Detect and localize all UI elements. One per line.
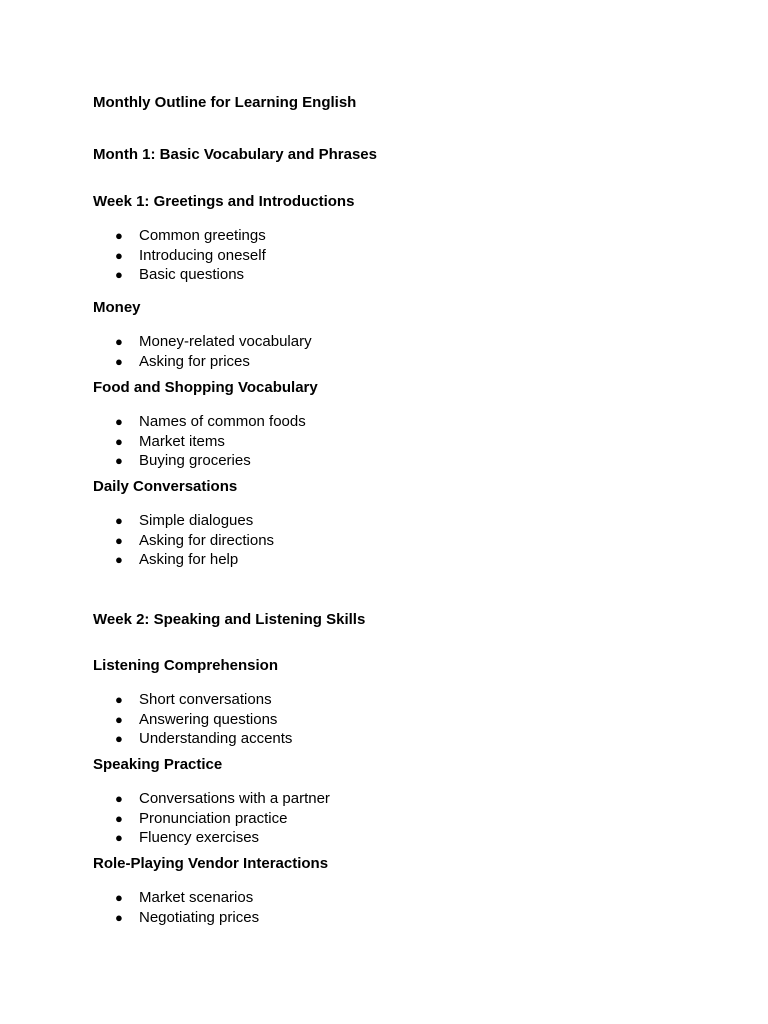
- list-item-text: Negotiating prices: [139, 908, 260, 926]
- section-heading-food-shopping: Food and Shopping Vocabulary: [93, 379, 318, 396]
- list-item-text: Pronunciation practice: [139, 809, 288, 827]
- bullet-icon: ●: [115, 692, 123, 707]
- list-item-text: Introducing oneself: [139, 246, 266, 264]
- section-heading-daily-conversations: Daily Conversations: [93, 478, 238, 495]
- bullet-icon: ●: [115, 228, 123, 243]
- bullet-icon: ●: [115, 334, 123, 349]
- list-item-text: Market items: [139, 432, 225, 450]
- bullet-icon: ●: [115, 532, 123, 548]
- bullet-icon: ●: [115, 513, 123, 528]
- bullet-icon: ●: [115, 433, 123, 449]
- bullet-icon: ●: [115, 890, 123, 905]
- bullet-icon: ●: [115, 810, 123, 826]
- list-item-text: Basic questions: [139, 266, 245, 283]
- bullet-icon: ●: [115, 909, 123, 925]
- list-item-text: Buying groceries: [139, 452, 251, 469]
- section-heading-money: Money: [93, 299, 141, 316]
- list-item-text: Answering questions: [139, 710, 278, 728]
- bullet-icon: ●: [115, 353, 123, 369]
- week-2-heading: Week 2: Speaking and Listening Skills: [93, 611, 366, 628]
- list-item-text: Common greetings: [139, 227, 266, 244]
- list-item-text: Conversations with a partner: [139, 790, 330, 807]
- section-heading-role-playing: Role-Playing Vendor Interactions: [93, 855, 329, 872]
- section-heading-speaking: Speaking Practice: [93, 756, 223, 773]
- list-item-text: Asking for help: [139, 551, 239, 568]
- list-item-text: Names of common foods: [139, 413, 306, 430]
- list-item-text: Simple dialogues: [139, 512, 254, 529]
- list-item-text: Market scenarios: [139, 889, 254, 906]
- section-heading-listening: Listening Comprehension: [93, 657, 279, 674]
- bullet-icon: ●: [115, 453, 123, 468]
- bullet-icon: ●: [115, 731, 123, 746]
- list-item-text: Understanding accents: [139, 730, 293, 747]
- document-title: Monthly Outline for Learning English: [93, 94, 357, 111]
- list-item-text: Asking for directions: [139, 531, 275, 549]
- bullet-icon: ●: [115, 791, 123, 806]
- list-item-text: Money-related vocabulary: [139, 333, 312, 350]
- bullet-icon: ●: [115, 414, 123, 429]
- list-item-text: Asking for prices: [139, 352, 250, 370]
- bullet-icon: ●: [115, 267, 123, 282]
- bullet-icon: ●: [115, 711, 123, 727]
- month-heading: Month 1: Basic Vocabulary and Phrases: [93, 146, 377, 163]
- week-1-heading: Week 1: Greetings and Introductions: [93, 193, 355, 210]
- bullet-icon: ●: [115, 830, 123, 845]
- bullet-icon: ●: [115, 552, 123, 567]
- bullet-icon: ●: [115, 247, 123, 263]
- list-item-text: Fluency exercises: [139, 829, 260, 846]
- list-item-text: Short conversations: [139, 691, 272, 708]
